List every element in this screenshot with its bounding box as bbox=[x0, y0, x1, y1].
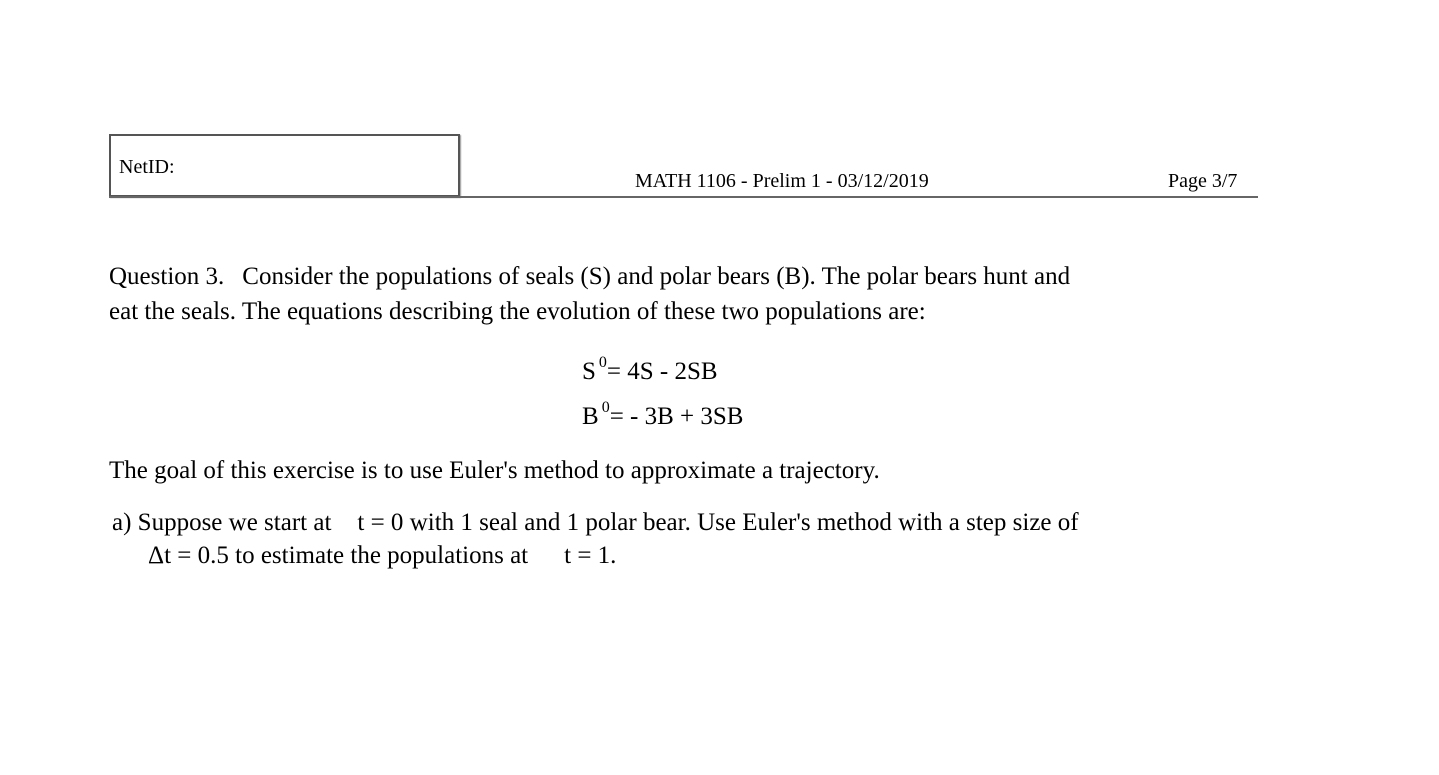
netid-box[interactable] bbox=[109, 134, 460, 197]
part-a-line2-text: to estimate the populations at bbox=[235, 542, 529, 569]
netid-label: NetID: bbox=[119, 156, 175, 178]
equation-bears-rhs: = - 3B + 3SB bbox=[609, 403, 744, 430]
equation-system bbox=[582, 351, 743, 441]
part-a-suffix: with 1 seal and 1 polar bear. Use Euler's method with a step size of bbox=[409, 509, 1079, 536]
equation-seals bbox=[582, 351, 743, 396]
part-a-line2 bbox=[112, 539, 1079, 572]
question-label: Question 3. bbox=[109, 263, 225, 290]
equation-seals-rhs: = 4S - 2SB bbox=[606, 358, 718, 385]
part-a-line1 bbox=[112, 509, 1079, 536]
page-number: Page 3/7 bbox=[1168, 170, 1238, 192]
part-a-math-t1: t = 1. bbox=[564, 542, 617, 569]
course-title: MATH 1106 - Prelim 1 - 03/12/2019 bbox=[635, 170, 929, 192]
header-divider bbox=[109, 196, 1258, 198]
equation-bears bbox=[582, 396, 743, 441]
equation-bears-sup: 0 bbox=[601, 399, 610, 416]
part-a-math-dt: Δt = 0.5 bbox=[148, 542, 229, 569]
equation-seals-lhs: S bbox=[582, 358, 596, 385]
part-a-prefix: a) Suppose we start at bbox=[112, 509, 332, 536]
question-intro-line2: eat the seals. The equations describing the evolution of these two populations are: bbox=[109, 298, 926, 325]
goal-statement: The goal of this exercise is to use Euler's method to approximate a trajectory. bbox=[109, 457, 880, 484]
equation-bears-lhs: B bbox=[582, 403, 599, 430]
question-intro bbox=[109, 259, 1070, 329]
part-a-math-t0: t = 0 bbox=[357, 509, 404, 536]
question-intro-line1: Consider the populations of seals (S) and polar bears (B). The polar bears hunt and bbox=[242, 263, 1071, 290]
equation-seals-sup: 0 bbox=[598, 354, 607, 371]
part-a bbox=[112, 506, 1079, 572]
